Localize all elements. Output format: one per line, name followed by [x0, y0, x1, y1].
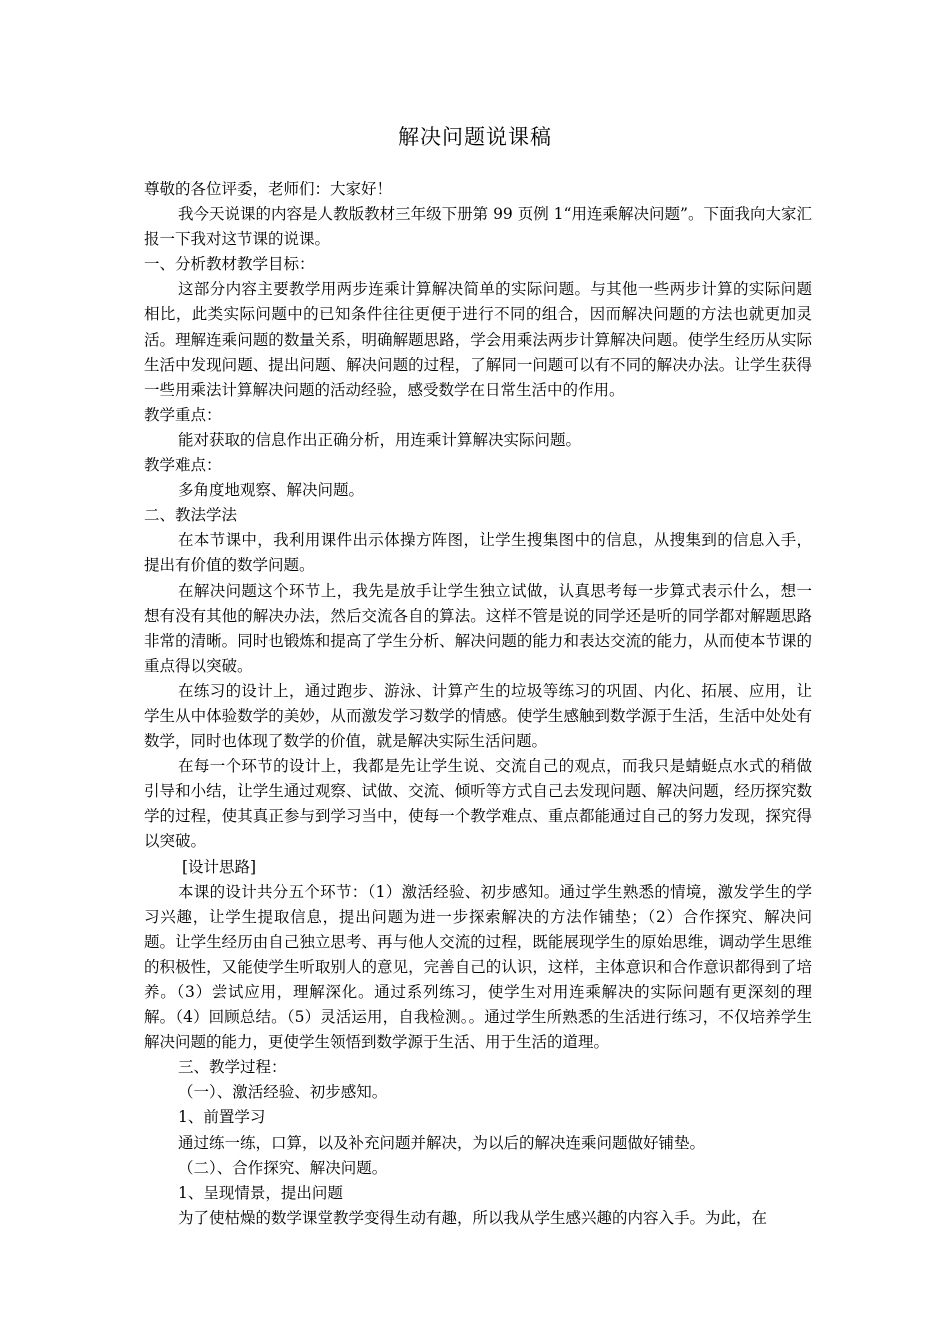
paragraph: 本课的设计共分五个环节：（1）激活经验、初步感知。通过学生熟悉的情境，激发学生的学习兴趣，让学生提取信息，提出问题为进一步探索解决的方法作铺垫；（2）合作探究、解决问题。让学生经历由自己独立思考、再与他人交流的过程，既能展现学生的原始思维，调动学生思维的积极性，又能使学生听取别人的意见，完善自己的认识，这样，主体意识和合作意识都得到了培养。（3）尝试应用，理解深化。通过系列练习，使学生对用连乘解决的实际问题有更深刻的理解。（4）回顾总结。（5）灵活运用，自我检测。。通过学生所熟悉的生活进行练习，不仅培养学生解决问题的能力，更使学生领悟到数学源于生活、用于生活的道理。	[144, 882, 812, 1052]
paragraph: 多角度地观察、解决问题。	[178, 481, 365, 500]
paragraph: 三、教学过程：	[178, 1058, 287, 1077]
paragraph: （二）、合作探究、解决问题。	[178, 1158, 388, 1177]
paragraph: 在练习的设计上，通过跑步、游泳、计算产生的垃圾等练习的巩固、内化、拓展、应用，让学生从中体验数学的美妙，从而激发学习数学的情感。使学生感触到数学源于生活，生活中处处有数学，同时也体现了数学的价值，就是解决实际生活问题。	[144, 681, 812, 751]
paragraph: 在解决问题这个环节上，我先是放手让学生独立试做，认真思考每一步算式表示什么，想一想有没有其他的解决办法，然后交流各自的算法。这样不管是说的同学还是听的同学都对解题思路非常的清晰。同时也锻炼和提高了学生分析、解决问题的能力和表达交流的能力，从而使本节课的重点得以突破。	[144, 581, 812, 675]
paragraph: 能对获取的信息作出正确分析，用连乘计算解决实际问题。	[178, 430, 582, 449]
paragraph: 尊敬的各位评委，老师们：大家好！	[144, 180, 393, 198]
paragraph: 在每一个环节的设计上，我都是先让学生说、交流自己的观点，而我只是蜻蜓点水式的稍做引导和小结，让学生通过观察、试做、交流、倾听等方式自己去发现问题、解决问题，经历探究数学的过程，使其真正参与到学习当中，使每一个教学难点、重点都能通过自己的努力发现，探究得以突破。	[144, 757, 812, 851]
paragraph: 1、前置学习	[178, 1108, 266, 1127]
paragraph: [设计思路]	[182, 857, 257, 876]
document-title: 解决问题说课稿	[398, 125, 552, 149]
paragraph: 教学重点：	[144, 405, 222, 424]
paragraph: 为了使枯燥的数学课堂教学变得生动有趣，所以我从学生感兴趣的内容入手。为此，在	[178, 1208, 768, 1227]
paragraph: 我今天说课的内容是人教版教材三年级下册第 99 页例 1“用连乘解决问题”。下面我向大家汇报一下我对这节课的说课。	[144, 205, 812, 249]
paragraph: 教学难点：	[144, 456, 222, 475]
paragraph: 通过练一练，口算，以及补充问题并解决，为以后的解决连乘问题做好铺垫。	[178, 1133, 706, 1152]
paragraph: 二、教法学法	[144, 506, 238, 525]
paragraph: 1、呈现情景，提出问题	[178, 1183, 343, 1202]
document-body	[144, 177, 812, 1231]
paragraph: 一、分析教材教学目标：	[144, 255, 315, 274]
paragraph: 这部分内容主要教学用两步连乘计算解决简单的实际问题。与其他一些两步计算的实际问题相比，此类实际问题中的已知条件往往更便于进行不同的组合，因而解决问题的方法也就更加灵活。理解连乘问题的数量关系，明确解题思路，学会用乘法两步计算解决问题。使学生经历从实际生活中发现问题、提出问题、解决问题的过程，了解同一问题可以有不同的解决办法。让学生获得一些用乘法计算解决问题的活动经验，感受数学在日常生活中的作用。	[144, 280, 812, 399]
paragraph: （一）、激活经验、初步感知。	[178, 1083, 388, 1102]
paragraph: 在本节课中，我利用课件出示体操方阵图，让学生搜集图中的信息，从搜集到的信息入手，提出有价值的数学问题。	[144, 531, 812, 575]
